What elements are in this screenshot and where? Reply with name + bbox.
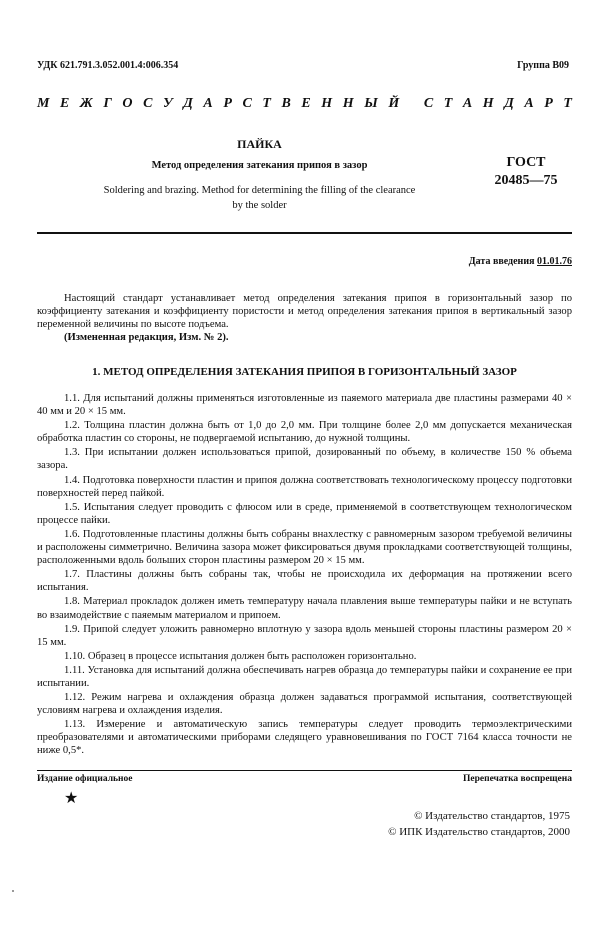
banner-letter: А (462, 96, 473, 111)
clause-1-1: 1.1. Для испытаний должны применяться изготовленные из паяемого материала две пластины размерами 40 × 40 мм и 20 × 15 мм. (37, 393, 572, 418)
banner-letter: А (524, 96, 534, 111)
preamble-revision: (Измененная редакция, Изм. № 2). (64, 332, 229, 344)
banner-letter: Н (342, 96, 354, 111)
star-icon: ★ (64, 790, 79, 807)
banner-letter: В (281, 96, 291, 111)
clause-1-10: 1.10. Образец в процессе испытания должен быть расположен горизонтально. (64, 650, 417, 662)
gost-code: 20485—75 (494, 173, 558, 188)
banner-letter: Ж (79, 96, 93, 111)
clause-1-8: 1.8. Материал прокладок должен иметь температуру начала плавления выше температуры пайки и не вступать во взаимодействие с паяемым материалом и припоем. (37, 596, 572, 621)
banner-letter: М (37, 96, 50, 111)
clause-1-4: 1.4. Подготовка поверхности пластин и припоя должна соответствовать технологическому процессу подготовки поверхностей перед пайкой. (37, 474, 572, 499)
group-code: Группа В09 (517, 60, 569, 71)
clause-1-9: 1.9. Припой следует уложить равномерно вплотную у зазора вдоль меньшей стороны пластины размером 20 × 15 мм. (37, 623, 572, 648)
banner-letter: Т (563, 96, 572, 111)
clause-1-7: 1.7. Пластины должны быть собраны так, чтобы не происходила их деформация на протяжении всего испытания. (37, 569, 572, 594)
section-1-heading: 1. МЕТОД ОПРЕДЕЛЕНИЯ ЗАТЕКАНИЯ ПРИПОЯ В ГОРИЗОНТАЛЬНЫЙ ЗАЗОР (92, 366, 517, 378)
banner-letter: С (143, 96, 153, 111)
clause-1-11: 1.11. Установка для испытаний должна обеспечивать нагрев образца до температуры пайки и сохранение ее при испытании. (37, 664, 572, 689)
banner-letter: О (122, 96, 133, 111)
banner-letter: Д (183, 96, 193, 111)
scan-speck (12, 890, 14, 892)
banner-letter: Й (388, 96, 400, 111)
banner-letter: Р (544, 96, 553, 111)
clause-1-3: 1.3. При испытании должен использоваться припой, дозированный по объему, в количестве 150 % объема зазора. (37, 447, 572, 472)
clause-1-12: 1.12. Режим нагрева и охлаждения образца должен задаваться программой испытания, соответствующей условиям нагрева и охлаждения изделия. (37, 692, 572, 717)
banner-letter: Т (443, 96, 453, 111)
copyright-2000: © ИПК Издательство стандартов, 2000 (388, 826, 570, 838)
clause-1-5: 1.5. Испытания следует проводить с флюсом или в среде, применяемой в соответствующем технологическом процессе пайки. (37, 501, 572, 526)
banner-letter: Д (504, 96, 514, 111)
banner-letter: Н (482, 96, 494, 111)
banner-letter: Е (301, 96, 311, 111)
document-title: ПАЙКА (237, 137, 282, 151)
introduction-date (469, 256, 572, 267)
clause-1-6: 1.6. Подготовленные пластины должны быть собраны внахлестку с равномерным зазором требуемой величины и расположены симметрично. Величина зазора может фиксироваться двумя прокладками соответствующей толщины, расположенными вдоль больших сторон пластины размером 20 × 15 мм. (37, 528, 572, 567)
reprint-prohibited-label: Перепечатка воспрещена (462, 774, 572, 784)
banner-letter: Ы (364, 96, 378, 111)
gost-number (480, 154, 572, 190)
preamble (37, 292, 572, 344)
banner-letter: А (203, 96, 213, 111)
interstate-standard-banner (37, 96, 572, 112)
english-title-line-2: by the solder (232, 200, 287, 211)
section-1-items (37, 392, 572, 759)
copyright-1975: © Издательство стандартов, 1975 (414, 810, 570, 822)
clause-1-2: 1.2. Толщина пластин должна быть от 1,0 до 2,0 мм. При толщине более 2,0 мм допускается механическая обработка пластин со стороны, не подвергаемой испытанию, до нужной толщины. (37, 420, 572, 445)
gost-label: ГОСТ (506, 155, 546, 170)
footer-divider (37, 770, 572, 771)
document-subtitle: Метод определения затекания припоя в зазор (151, 160, 368, 171)
udk-code: УДК 621.791.3.052.001.4:006.354 (37, 60, 179, 71)
english-title-line-1: Soldering and brazing. Method for determining the filling of the clearance (103, 185, 416, 196)
english-title (37, 183, 482, 213)
banner-letter: Н (321, 96, 333, 111)
clause-1-13: 1.13. Измерение и автоматическую запись температуры следует проводить термоэлектрическими преобразователями и автоматическими приборами следящего уравновешивания по ГОСТ 7164 класса точности не ниже 0,5*. (37, 719, 572, 757)
introduction-date-label: Дата введения (468, 256, 537, 267)
official-edition-label: Издание официальное (37, 774, 133, 784)
banner-letter: У (162, 96, 173, 111)
preamble-text: Настоящий стандарт устанавливает метод определения затекания припоя в горизонтальный зазор по коэффициенту затекания и коэффициенту пористости и метод определения затекания припоя в вертикальный зазор переменной величины по высоте подъема. (37, 293, 572, 331)
header-divider (37, 232, 572, 234)
banner-letter: С (242, 96, 252, 111)
banner-letter: Е (60, 96, 70, 111)
banner-letter: Т (262, 96, 271, 111)
banner-letter: Г (103, 96, 112, 111)
banner-letter: С (423, 96, 434, 111)
banner-letter: Р (223, 96, 232, 111)
introduction-date-value: 01.01.76 (537, 256, 572, 267)
banner-letter (410, 96, 414, 112)
